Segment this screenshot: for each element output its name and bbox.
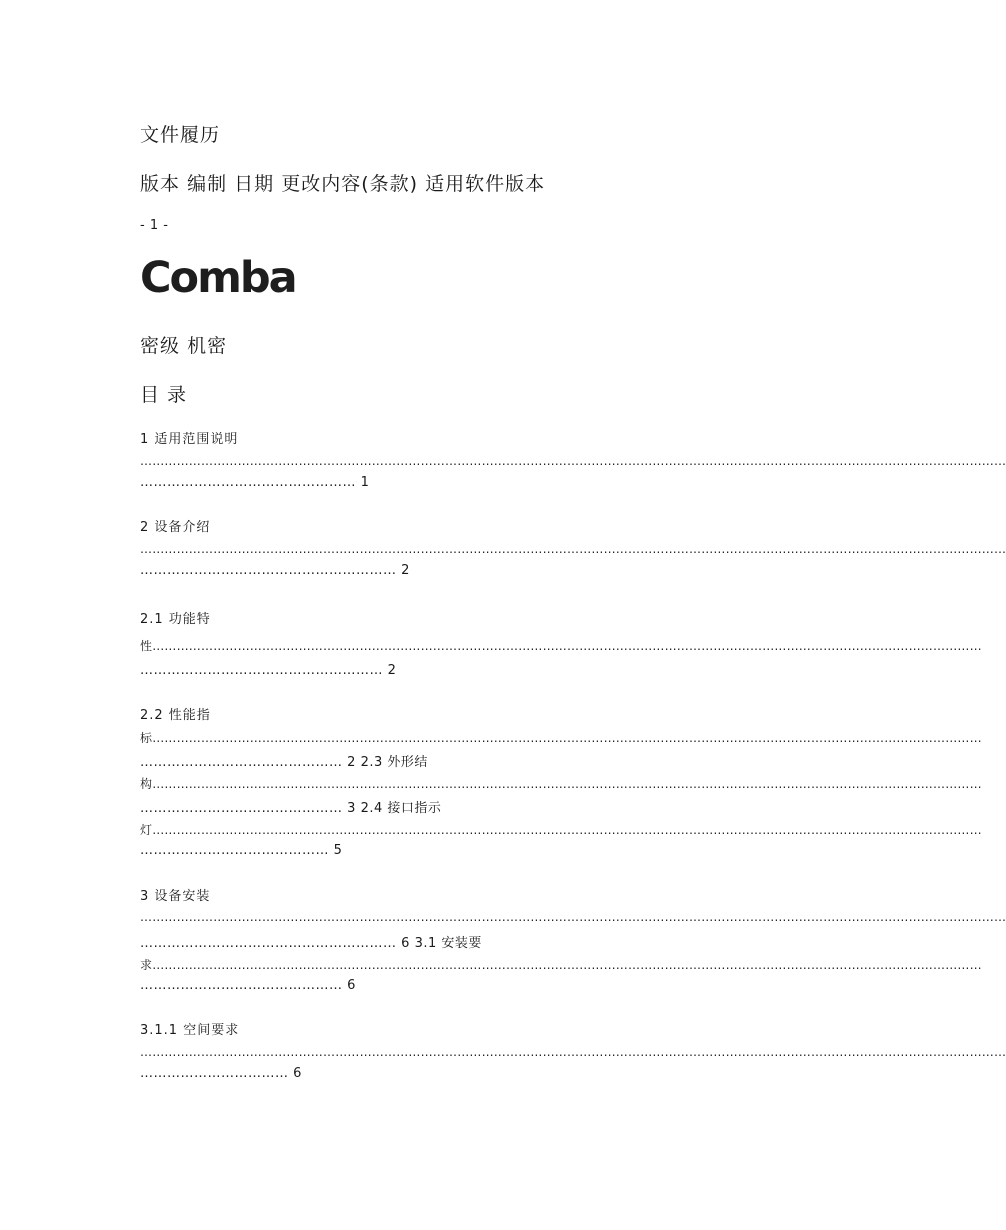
toc-entry-title: 3.1 安装要 (414, 936, 482, 951)
toc-leader: …………………………………………………………………………………………………………………………………………………………………………………………… (140, 542, 1006, 556)
comba-logo (140, 252, 310, 302)
toc-leader: ………………………………………………… (140, 936, 402, 951)
toc-leader: ………………………………………… (140, 475, 361, 490)
toc-entry-text: 设备介绍 (154, 520, 211, 535)
col-software-version: 适用软件版本 (425, 173, 546, 195)
history-title: 文件履历 (140, 124, 221, 146)
col-changes: 更改内容(条款) (281, 173, 419, 195)
toc-leader-page (140, 1066, 302, 1081)
toc-leader-page (140, 563, 410, 578)
toc-leader-page (140, 663, 396, 678)
col-date: 日期 (234, 173, 275, 195)
toc-leader: …………………………………………………………………………………………………………………………………………………………………………………… (152, 639, 982, 653)
toc-leader: …………………………………………………………………………………………………………………………………………………………………………………… (152, 777, 982, 791)
toc-page-number: 2 (401, 563, 410, 578)
toc-leader: …………………………………………………………………………………………………………………………………………………………………………………… (152, 731, 982, 745)
col-editor: 编制 (187, 173, 228, 195)
toc-page-number: 2 (387, 663, 397, 678)
toc-leader: ……………………………………… (140, 755, 348, 770)
history-columns (140, 169, 545, 196)
toc-leader-line (140, 956, 982, 973)
toc-entry-title: 2.3 外形结 (360, 755, 428, 770)
toc-leader-page (140, 751, 428, 770)
toc-leader-page (140, 932, 482, 951)
toc-entry-text: 适用范围说明 (154, 432, 239, 447)
toc-entry-tail: 构 (140, 777, 153, 791)
toc-leader-page (140, 978, 356, 993)
classification-value: 机密 (187, 335, 228, 357)
classification (140, 331, 227, 358)
toc-entry-title (140, 516, 210, 535)
toc-entry-number: 3 (140, 889, 150, 904)
toc-leader: …………………………………… (140, 843, 334, 858)
toc-entry-number: 3.1.1 (140, 1023, 179, 1038)
toc-page-number: 6 (401, 936, 410, 951)
toc-page-number: 1 (360, 475, 370, 490)
toc-leader: …………………………………………………………………………………………………………………………………………………………………………………………… (140, 454, 1006, 468)
classification-label: 密级 (140, 335, 181, 357)
toc-entry-text: 设备安装 (154, 889, 211, 904)
page-number: - 1 - (140, 218, 169, 233)
logo-text: Comba (140, 253, 296, 303)
toc-leader-line (140, 729, 982, 746)
toc-entry-title: 2.1 功能特 (140, 612, 211, 627)
toc-leader: ……………………………………… (140, 978, 348, 993)
toc-entry-tail: 灯 (140, 823, 153, 837)
toc-leader-line (140, 775, 982, 792)
toc-page-number: 5 (333, 843, 343, 858)
toc-page-number: 3 (347, 801, 356, 816)
toc-entry-number: 1 (140, 432, 150, 447)
toc-entry-text: 空间要求 (183, 1023, 240, 1038)
toc-entry-number: 2 (140, 520, 150, 535)
toc-leader: …………………………………………………………………………………………………………………………………………………………………………………………… (140, 1045, 1006, 1059)
toc-title: 目 录 (140, 384, 188, 406)
col-version: 版本 (140, 173, 181, 195)
toc-entry-title: 2.2 性能指 (140, 708, 211, 723)
toc-leader: …………………………………………………………………………………………………………………………………………………………………………………… (152, 958, 982, 972)
toc-leader: ………………………………………………… (140, 563, 402, 578)
toc-leader-page (140, 843, 342, 858)
toc-entry-title: 2.4 接口指示 (360, 801, 442, 816)
toc-leader: …………………………………………………………………………………………………………………………………………………………………………………… (152, 823, 982, 837)
toc-leader-page (140, 797, 441, 816)
toc-page-number: 6 (347, 978, 356, 993)
toc-page-number: 2 (347, 755, 356, 770)
toc-leader: …………………………… (140, 1066, 294, 1081)
toc-entry-tail: 求 (140, 958, 153, 972)
toc-leader: ……………………………………………… (140, 663, 388, 678)
toc-entry-tail: 性 (140, 639, 153, 653)
toc-entry-title (140, 1019, 239, 1038)
toc-leader: …………………………………………………………………………………………………………………………………………………………………………………………… (140, 910, 1006, 924)
toc-leader-line (140, 821, 982, 838)
toc-entry-title (140, 885, 210, 904)
toc-leader: ……………………………………… (140, 801, 348, 816)
toc-entry-tail: 标 (140, 731, 153, 745)
toc-entry-title (140, 428, 238, 447)
toc-leader-page (140, 475, 369, 490)
toc-page-number: 6 (293, 1066, 302, 1081)
toc-leader-line (140, 637, 982, 654)
